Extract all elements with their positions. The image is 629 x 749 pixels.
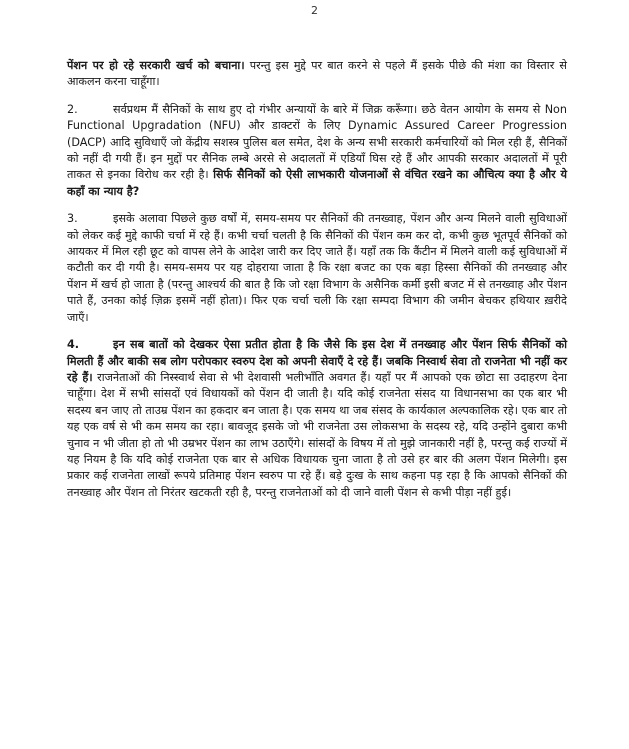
paragraph-2-number: 2. — [67, 102, 78, 116]
paragraph-4-number: 4. — [67, 338, 80, 352]
paragraph-3-text: इसके अलावा पिछले कुछ वर्षों में, समय-समय पर सैनिकों की तनख्वाह, पेंशन और अन्य मिलने वाली सुविधाओं को लेकर कई मुद्दे काफी चर्चा में रहे हैं। कभी चर्चा चलती है कि सैनिकों की पेंशन कम कर दो, कभी कुछ भूतपूर्व सैनिकों को आयकर में मिल रही छूट को वापस लेने के आदेश जारी कर दिए जाते हैं। यहाँ तक कि कैंटीन में मिलने वाली कई सुविधाओं में कटौती कर दी गयी है। समय-समय पर यह दोहराया जाता है कि रक्षा बजट का एक बड़ा हिस्सा सैनिकों की तनख्वाह और पेंशन में खर्च हो जाता है (परन्तु आश्चर्य की बात है कि जो रक्षा विभाग के असैनिक कर्मी इसी बजट में से तनख्वाह और पेंशन पाते हैं, उनका कोई ज़िक्र इसमें नहीं होता)। फिर एक चर्चा चली कि रक्षा सम्पदा विभाग की जमीन बेचकर हथियार ख़रीदे जाएँ। — [67, 212, 567, 324]
paragraph-1-bold: पेंशन पर हो रहे सरकारी खर्च को बचाना। — [67, 59, 245, 72]
letter-body — [67, 58, 567, 512]
paragraph-2 — [67, 102, 567, 200]
paragraph-2-bold: सिर्फ सैनिकों को ऐसी लाभकारी योजनाओं से वंचित रखने का औचित्य क्या है और ये कहाँ का न्याय है? — [67, 168, 567, 198]
page-number: 2 — [311, 4, 318, 17]
paragraph-4-text: राजनेताओं की निस्स्वार्थ सेवा से भी देशवासी भलीभाँति अवगत हैं। यहाँ पर मैं आपको एक छोटा सा उदाहरण देना चाहूँगा। देश में सभी सांसदों एवं विधायकों को पेंशन दी जाती है। यदि कोई राजनेता संसद या विधानसभा का एक बार भी सदस्य बन जाए तो ताउम्र पेंशन का हकदार बन जाता है। एक समय था जब संसद के कार्यकाल अल्पकालिक रहे। एक बार तो यह एक वर्ष से भी कम समय का रहा। बावजूद इसके जो भी राजनेता उस लोकसभा के सदस्य रहे, यदि उन्होंने दुबारा कभी चुनाव न भी जीता हो तो भी उम्रभर पेंशन का लाभ उठाएँगे। सांसदों के विषय में तो मुझे जानकारी नहीं है, परन्तु कई राज्यों में यह नियम है कि यदि कोई राजनेता एक बार से अधिक विधायक चुना जाता है तो उसे हर बार की अलग पेंशन मिलेगी। इस प्रकार कई राजनेता लाखों रूपये प्रतिमाह पेंशन स्वरुप पा रहे हैं। बड़े दुःख के साथ कहना पड़ रहा है कि आपको सैनिकों की तनख्वाह और पेंशन तो निरंतर खटकती रही है, परन्तु राजनेताओं को दी जाने वाली पेंशन से कभी पीड़ा नहीं हुई। — [67, 370, 567, 499]
paragraph-3-number: 3. — [67, 212, 78, 226]
paragraph-4 — [67, 337, 567, 501]
paragraph-3 — [67, 211, 567, 326]
paragraph-4-bold: इन सब बातों को देखकर ऐसा प्रतीत होता है कि जैसे कि इस देश में तनख्वाह और पेंशन सिर्फ सैनिकों को मिलती हैं और बाकी सब लोग परोपकार स्वरुप देश को अपनी सेवाएँ दे रहे हैं। जबकि निस्वार्थ सेवा तो राजनेता भी नहीं कर रहे हैं। — [67, 338, 567, 384]
paragraph-1 — [67, 58, 567, 91]
paragraph-1-text: परन्तु इस मुद्दे पर बात करने से पहले मैं इसके पीछे की मंशा का विस्तार से आकलन करना चाहूँगा। — [67, 59, 567, 89]
paragraph-2-text: सर्वप्रथम मैं सैनिकों के साथ हुए दो गंभीर अन्यायों के बारे में जिक्र करूँगा। छठे वेतन आयोग के समय से Non Functional Upgradation (NFU) और डाक्टरों के लिए Dynamic Assured Career Progression (DACP) आदि सुविधाएँ जो केंद्रीय सशस्त्र पुलिस बल समेत, देश के अन्य सभी सरकारी कर्मचारियों को मिल रही हैं, सैनिकों को नहीं दी गयी हैं। इन मुद्दों पर सैनिक लम्बे अरसे से अदालतों में एडियाँ घिस रहे हैं और आपकी सरकार अदालतों में पूरी ताकत से इनका विरोध कर रही है। — [67, 102, 567, 182]
